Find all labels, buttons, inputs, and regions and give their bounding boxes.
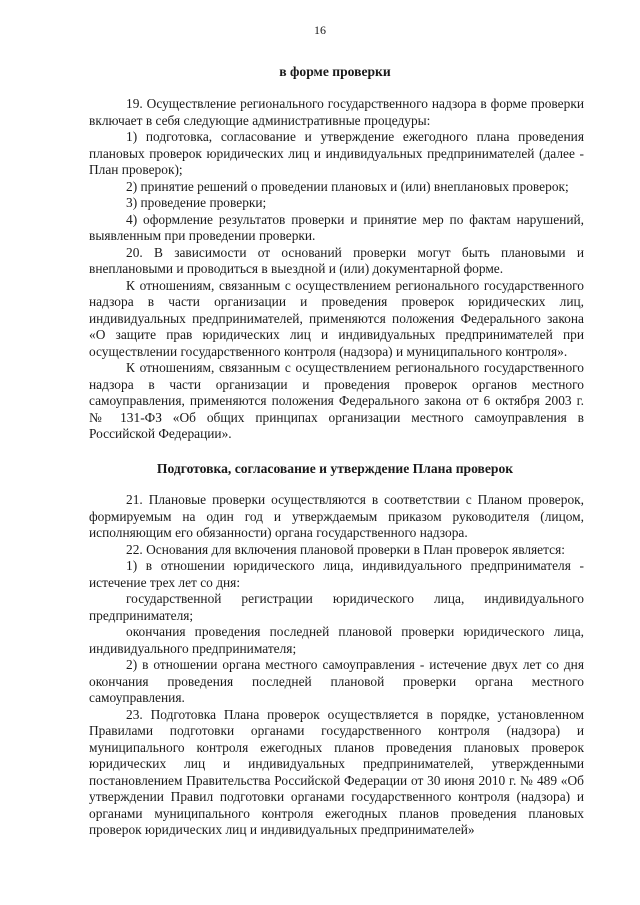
paragraph-23: 23. Подготовка Плана проверок осуществляется в порядке, установленном Правилами подготовки органами государственного контроля (надзора) и муниципального контроля ежегодных планов проведения плановых проверок юридических лиц и индивидуальных предпринимателей, утвержденными постановлением Правительства Российской Федерации от 30 июня 2010 г. № 489 «Об утверждении Правил подготовки органами государственного контроля (надзора) и органами муниципального контроля ежегодных планов проведения плановых проверок юридических лиц и индивидуальных предпринимателей»: [89, 706, 584, 837]
paragraph-registration: государственной регистрации юридического лица, индивидуального предпринимателя;: [89, 591, 584, 623]
list-item-3: 3) проведение проверки;: [126, 195, 267, 210]
list-item-4: 4) оформление результатов проверки и принятие мер по фактам нарушений, выявленным при проведении проверки.: [89, 211, 584, 243]
list-item-22-1: 1) в отношении юридического лица, индивидуального предпринимателя - истечение трех лет со дня:: [89, 558, 584, 590]
page-number: 16: [314, 23, 326, 37]
section-body-1: [89, 96, 584, 443]
paragraph-20: 20. В зависимости от оснований проверки могут быть плановыми и внеплановыми и проводиться в выездной и (или) документарной форме.: [89, 244, 584, 276]
paragraph-last-check: окончания проведения последней плановой проверки юридического лица, индивидуального предпринимателя;: [89, 624, 584, 656]
list-item-22-2: 2) в отношении органа местного самоуправления - истечение двух лет со дня окончания проведения последней плановой проверки органа местного самоуправления.: [89, 657, 584, 705]
paragraph-21: 21. Плановые проверки осуществляются в соответствии с Планом проверок, формируемым на один год и утверждаемым приказом руководителя (лицом, исполняющим его обязанности) органа государственного надзора.: [89, 492, 584, 540]
paragraph-22: 22. Основания для включения плановой проверки в План проверок является:: [126, 541, 565, 557]
paragraph-19: 19. Осуществление регионального государственного надзора в форме проверки включает в себя следующие административные процедуры:: [89, 96, 584, 128]
section-body-2: [89, 492, 584, 839]
list-item-1: 1) подготовка, согласование и утверждение ежегодного плана проведения плановых проверок юридических лиц и индивидуальных предпринимателей (далее - План проверок);: [89, 129, 584, 177]
paragraph-legal-entities: К отношениям, связанным с осуществлением регионального государственного надзора в части организации и проведения проверок юридических лиц, индивидуальных предпринимателей, применяются положения Федерального закона «О защите прав юридических лиц и индивидуальных предпринимателей при осуществлении государственного контроля (надзора) и муниципального контроля».: [89, 277, 584, 359]
section-heading-check-form: в форме проверки: [279, 64, 391, 79]
paragraph-local-government: К отношениям, связанным с осуществлением регионального государственного надзора в части организации и проведения проверок органов местного самоуправления, применяются положения Федерального закона от 6 октября 2003 г. № 131-ФЗ «Об общих принципах организации местного самоуправления в Российской Федерации».: [89, 360, 584, 441]
section-heading-plan-preparation: Подготовка, согласование и утверждение Плана проверок: [156, 461, 514, 476]
list-item-2: 2) принятие решений о проведении плановых и (или) внеплановых проверок;: [126, 178, 569, 194]
